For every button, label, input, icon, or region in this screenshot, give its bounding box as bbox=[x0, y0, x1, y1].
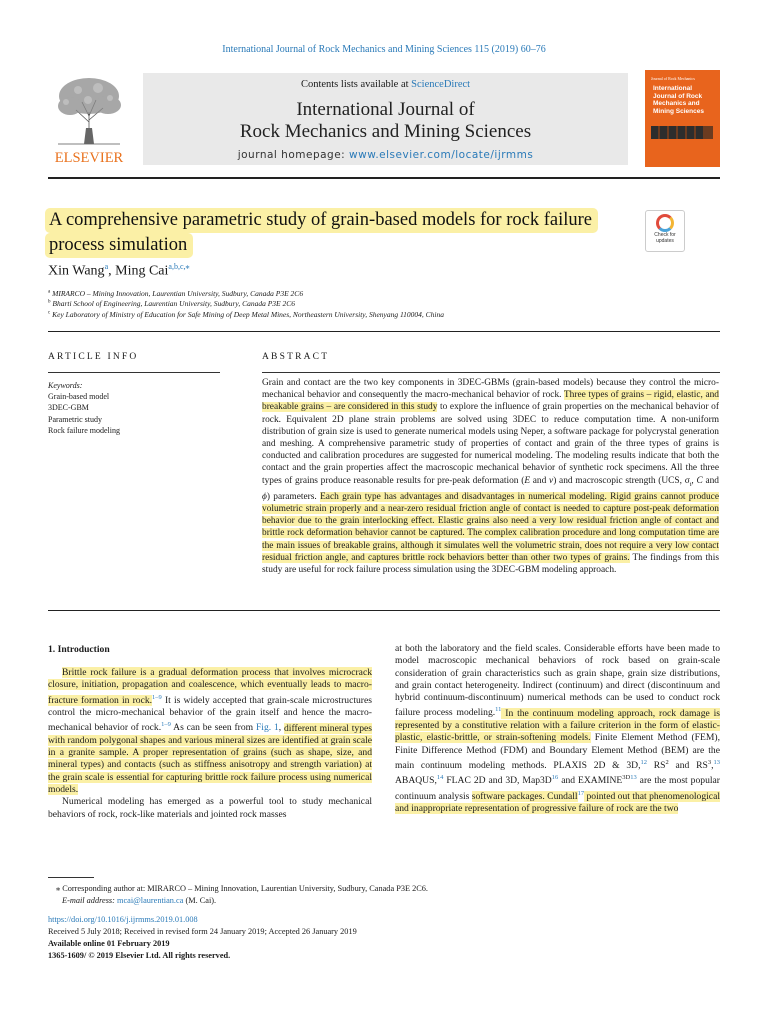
author-2-affil[interactable]: a,b,c, bbox=[168, 262, 186, 271]
abstract-rule bbox=[262, 372, 720, 373]
citation-link[interactable]: 17 bbox=[577, 789, 585, 797]
intro-highlight-3: In the continuum modeling approach, rock damage is represented by a constitutive relation with a failure criterion in the form of elastic-plastic, elastic-brittle, or strain-softening models. bbox=[395, 707, 720, 744]
authors: Xin Wang$^a$, Ming Cai$^{a,b,c,⁎}$ bbox=[48, 262, 190, 279]
citation-link[interactable]: 16 bbox=[551, 774, 559, 782]
email-link[interactable]: mcai@laurentian.ca bbox=[117, 896, 184, 905]
paper-title-highlight bbox=[45, 208, 598, 258]
author-2[interactable]: Ming Cai bbox=[115, 263, 169, 279]
paper-title bbox=[45, 208, 620, 258]
cover-title: International Journal of Rock Mechanics and Mining Sciences bbox=[653, 85, 704, 115]
contents-prefix: Contents lists available at bbox=[300, 79, 412, 90]
citation-link[interactable]: 12 bbox=[640, 758, 647, 766]
affiliation-a: $^a$ MIRARCO – Mining Innovation, Laurentian University, Sudbury, Canada P3E 2C6 bbox=[48, 289, 304, 298]
citation-link[interactable]: 1–9 bbox=[161, 721, 171, 729]
article-info-rule bbox=[48, 372, 220, 373]
intro-left-column: Brittle rock failure is a gradual deformation process that involves microcrack closure, initiation, propagation and coalescence, which eventually leads to macro-fracture formation in rock.$^{1-9}$ It is widely accepted that grain-scale microstructures control the micro-mechanical behavior of the grain itself and hence the macro-mechanical behavior of rock.$^{1-9}$ As can be seen from Fig. 1, different mineral types with random polygonal shapes and various mineral sizes are identified at grain scale in a granite sample. A proper representation of grains (such as shape, size, and mineral types) and contacts (such as stiffness anisotropy and strength variation) at the grain scale is essential for capturing brittle rock failure process using numerical models. Numerical modeling has emerged as a powerful tool to study mechanical behaviors of rock, rock-like materials and jointed rock masses bbox=[48, 667, 373, 820]
corresponding-author-footnote: ⁎ Corresponding author at: MIRARCO – Mining Innovation, Laurentian University, Sudbury, Canada P3E 2C6. E-mail address: mcai@laurentian.ca (M. Cai). bbox=[48, 883, 428, 907]
elsevier-logo bbox=[48, 72, 130, 164]
copyright: 1365-1609/ © 2019 Elsevier Ltd. All rights reserved. bbox=[48, 951, 231, 960]
citation-link[interactable]: 13 bbox=[713, 758, 720, 766]
check-updates-icon bbox=[656, 214, 674, 232]
abstract-bottom-rule bbox=[48, 610, 720, 611]
affiliation-c: $^c$ Key Laboratory of Ministry of Education for Safe Mining of Deep Metal Mines, Northeastern University, Shenyang 110004, China bbox=[48, 310, 445, 319]
journal-reference-link[interactable]: International Journal of Rock Mechanics and Mining Sciences 115 (2019) 60–76 bbox=[222, 44, 546, 55]
keywords-label: Keywords: bbox=[48, 381, 83, 390]
affiliation-rule bbox=[48, 331, 720, 332]
intro-paragraph-2: Numerical modeling has emerged as a powerful tool to study mechanical behaviors of rock, rock-like materials and jointed rock masses bbox=[48, 796, 372, 820]
citation-link[interactable]: 11 bbox=[495, 706, 502, 714]
sciencedirect-link[interactable]: ScienceDirect bbox=[411, 79, 471, 90]
section-heading-introduction: 1. Introduction bbox=[48, 644, 110, 655]
figure-1-link[interactable]: Fig. 1 bbox=[255, 722, 279, 734]
intro-highlight-5: pointed out that phenomenological and inappropriate representation of progressive failure of rock are the two bbox=[395, 791, 720, 815]
intro-highlight-1: Brittle rock failure is a gradual deformation process that involves microcrack closure, initiation, propagation and coalescence, which eventually leads to macro-fracture formation in rock. bbox=[48, 667, 372, 706]
keyword-item: Grain-based model bbox=[48, 392, 110, 402]
keyword-item: Rock failure modeling bbox=[48, 425, 120, 435]
doi-link[interactable]: https://doi.org/10.1016/j.ijrmms.2019.01.008 bbox=[48, 915, 198, 924]
keyword-item: Parametric study bbox=[48, 414, 102, 424]
available-online: Available online 01 February 2019 bbox=[48, 939, 170, 948]
abstract-text: Grain and contact are the two key components in 3DEC-GBMs (grain-based models) because they control the micro-mechanical behavior and consequently the macro-mechanical behavior of rock. Three types of grains – rigid, elastic, and breakable grains – are considered in this study to explore the influence of grain properties on the mechanical behavior of rock. Equivalent 2D plane strain problems are solved using 3DEC to reduce computation time. A non-uniform distribution of grain size is used to generate numerical models using Neper, a software package for polycrystal generation and meshing. A comprehensive parametric study of properties of contact and grain of the three types of grains is conducted and calibration procedures are suggested for numerical modeling. The modeling results indicate that both the contact and the grain properties affect the macroscopic mechanical behavior of synthetic rock specimens. All the three types of grains produce reasonable results for pre-peak deformation (E and ν) and macroscopic strength (UCS, $\sigma_t$, C and ϕ) parameters. Each grain type has advantages and disadvantages in numerical modeling. Rigid grains cannot produce volumetric strain properly and a near-zero residual friction angle of contact is needed to capture post-peak deformation behavior due to the grain interlocking effect. Elastic grains also need a very low residual friction angle of contact and brittle rock deformation behavior cannot be captured. The complex calibration procedure and long computation time are the main issues of breakable grains, although it simulates well the volumetric strain, does not require a very low contact residual friction angle, and captures brittle rock behaviors better than other two types of grains. The findings from this study are useful for rock failure process simulation using the 3DEC-GBM modeling approach. bbox=[262, 378, 719, 575]
homepage-line bbox=[143, 149, 628, 161]
journal-title-line1: International Journal of bbox=[296, 99, 475, 120]
citation-link[interactable]: 14 bbox=[436, 774, 444, 782]
abstract-highlight-1: Three types of grains – rigid, elastic, and breakable grains – are considered in this study bbox=[262, 390, 719, 413]
intro-highlight-2: different mineral types with random polygonal shapes and various mineral sizes are identified at grain scale in a granite sample. A proper representation of grains (such as shape, size, and mineral types) and contacts (such as stiffness anisotropy and strength variation) at the grain scale is essential for capturing brittle rock failure process using numerical models. bbox=[48, 722, 373, 796]
received-dates: Received 5 July 2018; Received in revised form 24 January 2019; Accepted 26 January 2019 bbox=[48, 927, 357, 936]
homepage-prefix: journal homepage: bbox=[237, 149, 350, 161]
keywords-block bbox=[48, 380, 120, 436]
keyword-item: 3DEC-GBM bbox=[48, 403, 89, 413]
citation-link[interactable]: 1–9 bbox=[152, 693, 162, 701]
paper-title-line1: A comprehensive parametric study of grain-based models for rock failure bbox=[49, 210, 592, 230]
author-1-affil[interactable]: a bbox=[104, 262, 109, 271]
elsevier-wordmark: ELSEVIER bbox=[54, 150, 124, 164]
paper-title-line2: process simulation bbox=[49, 235, 188, 255]
email-label: E-mail address: bbox=[62, 896, 117, 905]
journal-title bbox=[143, 99, 628, 143]
check-for-updates-button[interactable] bbox=[645, 210, 685, 252]
check-updates-label: Check for updates bbox=[654, 232, 676, 244]
author-1[interactable]: Xin Wang bbox=[48, 263, 105, 279]
journal-title-line2: Rock Mechanics and Mining Sciences bbox=[239, 121, 532, 142]
abstract-highlight-2: Each grain type has advantages and disadvantages in numerical modeling. Rigid grains cannot produce volumetric strain properly and a near-zero residual friction angle of contact is needed to capture post-peak deformation behavior due to the grain interlocking effect. Elastic grains also need a very low residual friction angle of contact and brittle rock deformation behavior cannot be captured. The complex calibration procedure and long computation time are the main issues of breakable grains, although it simulates well the volumetric strain, does not require a very low contact residual friction angle, and captures brittle rock behaviors better than other two types of grains. bbox=[262, 491, 719, 563]
contents-line bbox=[143, 79, 628, 90]
intro-right-column: at both the laboratory and the field scales. Considerable efforts have been made to model macroscopic mechanical behaviors of rock based on grain-scale consideration of grain characteristics such as grain shape, grain size distributions, and grain contact heterogeneity. Indirect (continuum) and direct (discontinuum and hybrid continuum-discontinuum) numerical methods can be used to conduct rock failure process modeling.$^{11}$ In the continuum modeling approach, rock damage is represented by a constitutive relation with a failure criterion in the form of elastic-plastic, elastic-brittle, or strain-softening models. Finite Element Method (FEM), Finite Difference Method (FDM) and Boundary Element Method (BEM) are the main continuum modeling methods. PLAXIS 2D & 3D,$^{12}$ $RS^2$ and $RS^3,^{13}$ ABAQUS,$^{14}$ FLAC 2D and 3D, $Map3D^{16}$ and $EXAMINE^{3D13}$ are the most popular continuum analysis software packages. Cundall$^{17}$ pointed out that phenomenological and inappropriate representation of progressive failure of rock are the two bbox=[395, 643, 720, 815]
cover-image-strip bbox=[651, 126, 713, 139]
article-footer bbox=[48, 914, 357, 962]
abstract-heading: ABSTRACT bbox=[262, 352, 330, 362]
cover-small-text: Journal of Rock Mechanics bbox=[651, 76, 695, 81]
citation-link[interactable]: 13 bbox=[630, 774, 637, 782]
journal-cover-thumbnail[interactable] bbox=[645, 70, 720, 167]
footnote-corresponding: ⁎ Corresponding author at: MIRARCO – Mining Innovation, Laurentian University, Sudbury, Canada P3E 2C6. bbox=[56, 884, 429, 893]
affiliation-b: $^b$ Bharti School of Engineering, Laurentian University, Sudbury, Canada P3E 2C6 bbox=[48, 299, 296, 308]
header-rule bbox=[48, 177, 720, 179]
elsevier-tree-icon bbox=[48, 72, 130, 164]
homepage-link[interactable]: www.elsevier.com/locate/ijrmms bbox=[349, 149, 534, 161]
journal-banner bbox=[143, 73, 628, 165]
corresponding-author-mark[interactable]: ⁎ bbox=[185, 262, 190, 271]
article-info-heading: ARTICLE INFO bbox=[48, 352, 139, 362]
intro-highlight-4: software packages. Cundall bbox=[471, 791, 578, 803]
